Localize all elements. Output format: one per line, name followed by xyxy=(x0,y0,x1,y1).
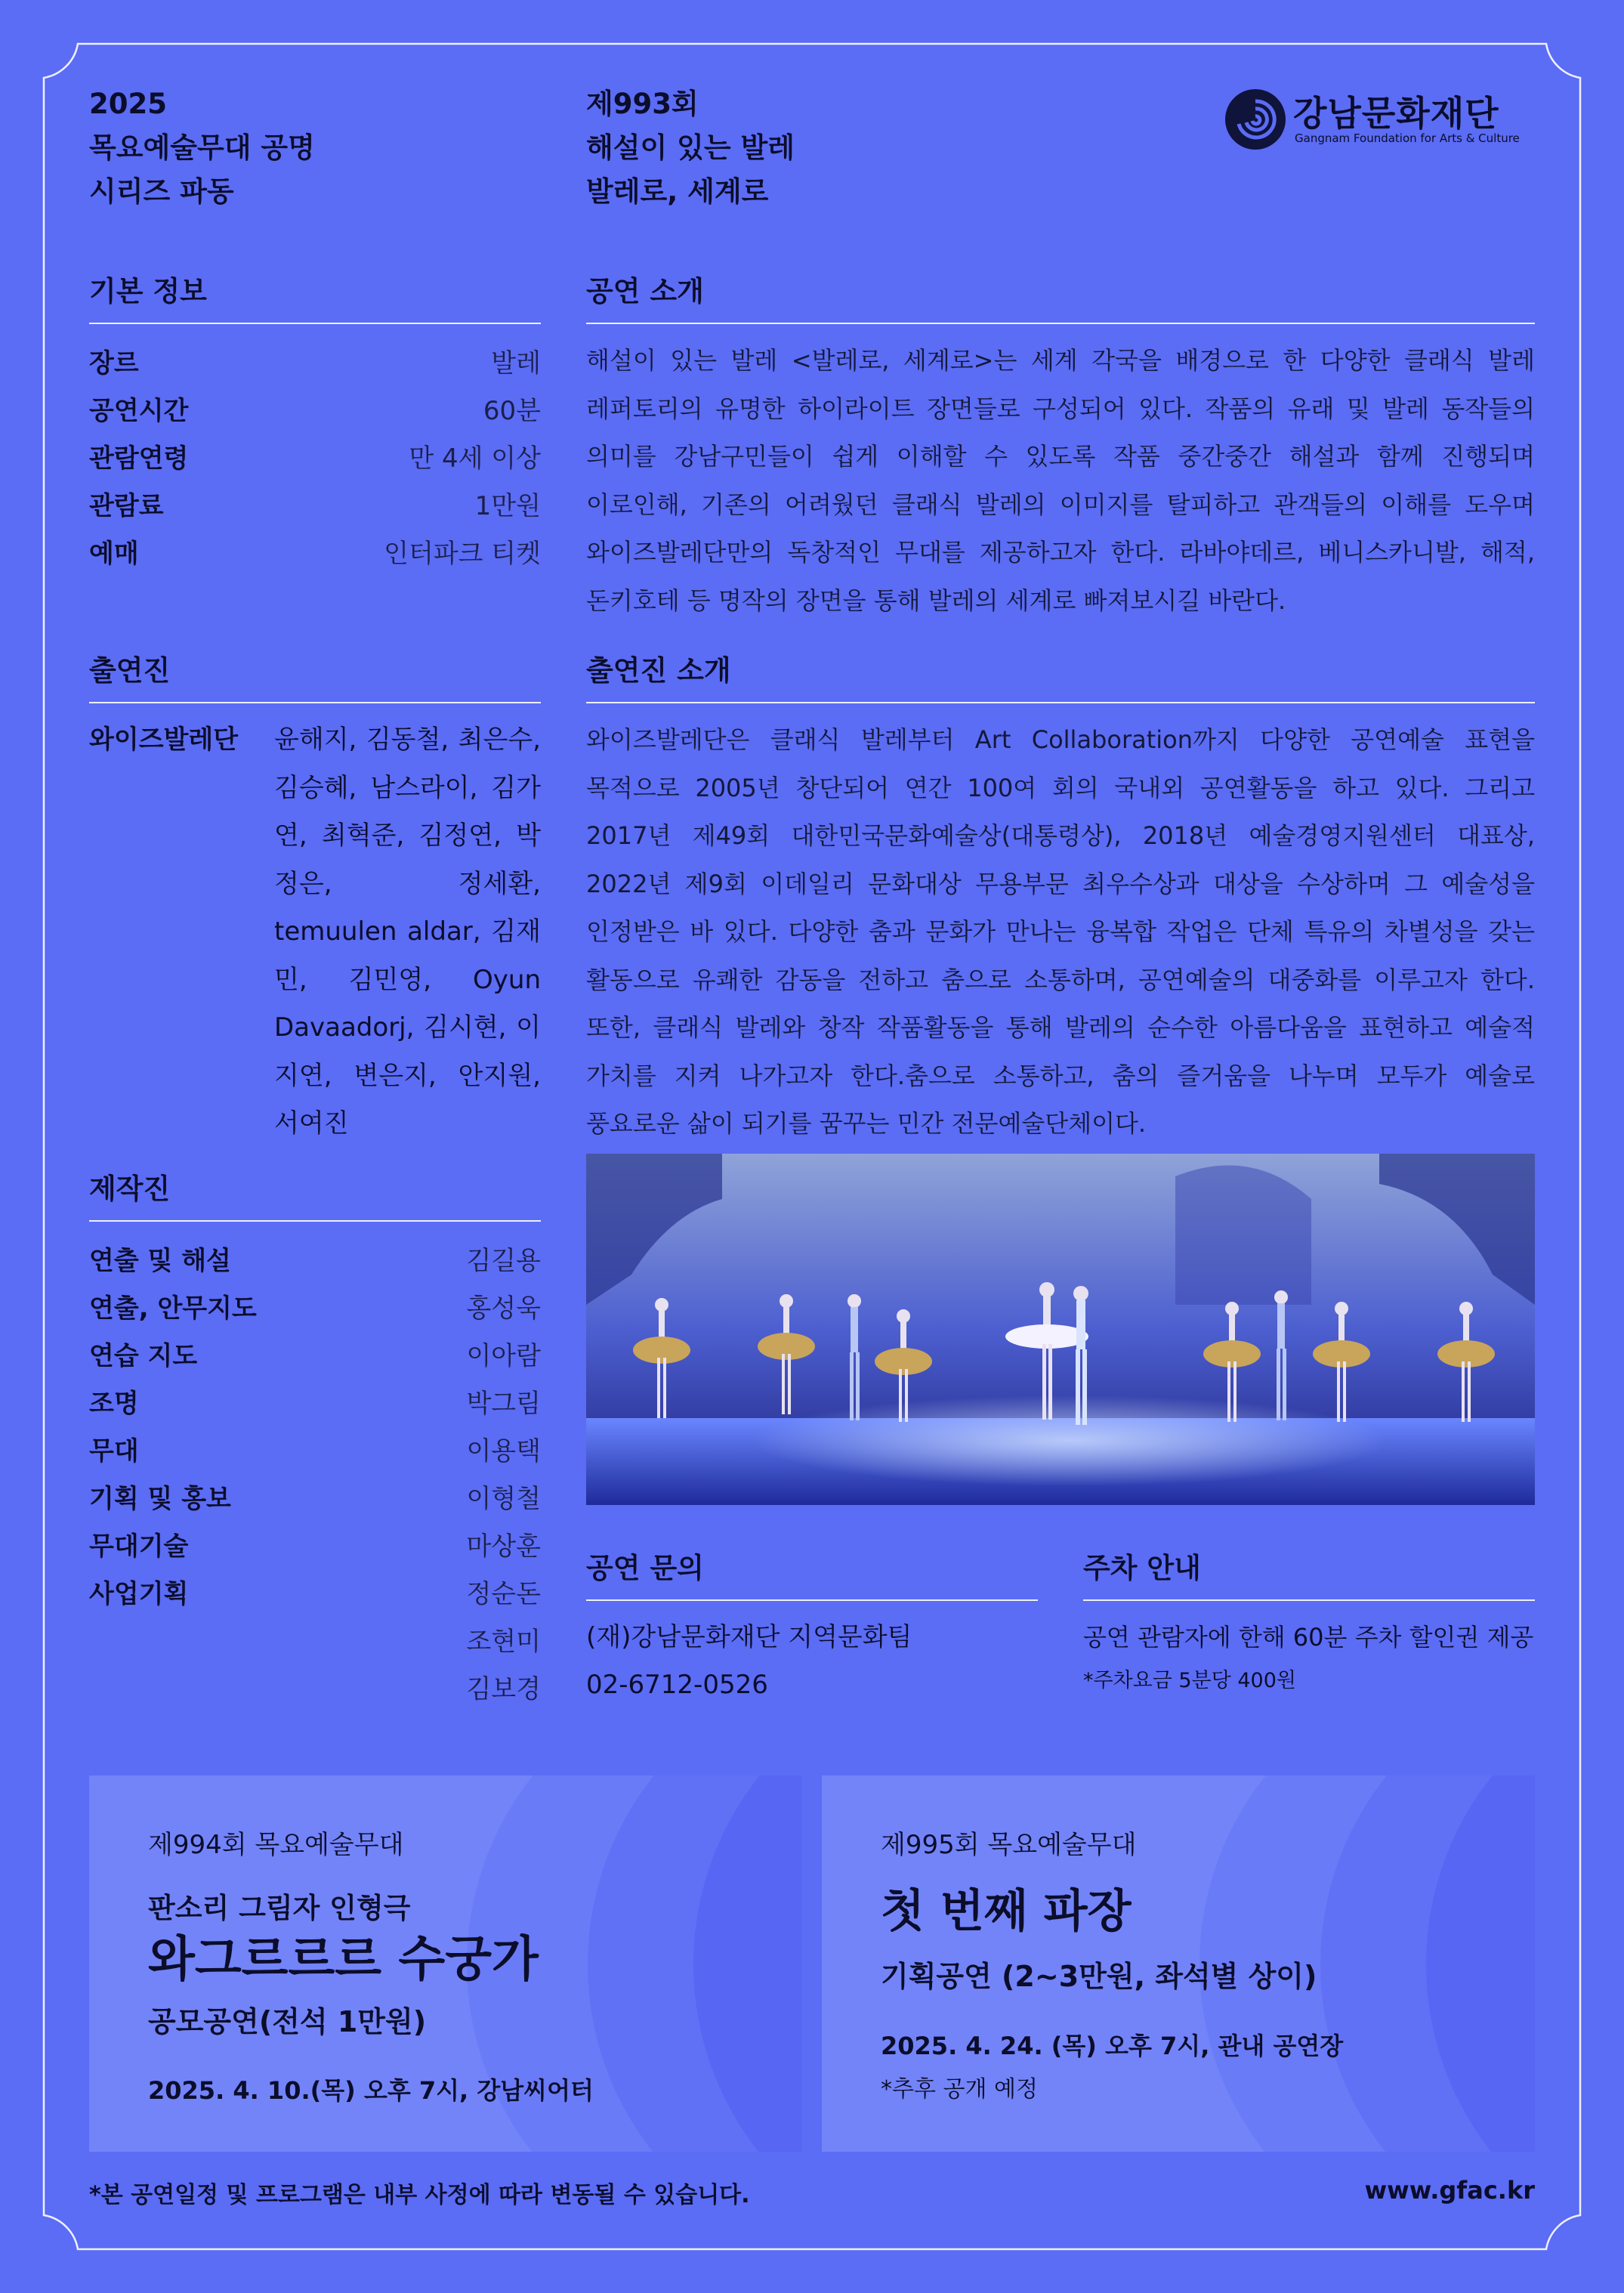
series-header xyxy=(89,82,315,214)
basic-info-list xyxy=(89,337,541,575)
parking-section xyxy=(1083,1545,1535,1701)
cast-title: 출연진 xyxy=(89,647,541,703)
intro-title: 공연 소개 xyxy=(586,268,1535,324)
info-key: 장르 xyxy=(89,348,139,379)
parking-fee-note: *주차요금 5분당 400원 xyxy=(1083,1669,1296,1692)
staff-role: 사업기획 xyxy=(89,1579,189,1609)
inquiry-phone[interactable]: 02-6712-0526 xyxy=(586,1670,768,1700)
series-year: 2025 xyxy=(89,88,167,120)
staff-row xyxy=(89,1235,541,1282)
info-key: 관람연령 xyxy=(89,443,189,474)
logo-emblem-icon xyxy=(1224,88,1287,151)
info-row-runtime xyxy=(89,385,541,432)
info-value: 발레 xyxy=(491,348,541,379)
footer-notice: *본 공연일정 및 프로그램은 내부 사정에 따라 변동될 수 있습니다. xyxy=(89,2182,750,2208)
ballet-stage-photo xyxy=(586,1154,1535,1505)
cast-intro-section xyxy=(586,647,1535,1148)
inquiry-title: 공연 문의 xyxy=(586,1545,1038,1601)
info-value: 1만원 xyxy=(474,491,541,521)
intro-text: 해설이 있는 발레 <발레로, 세계로>는 세계 각국을 배경으로 한 다양한 클래식 발레 레퍼토리의 유명한 하이라이트 장면들로 구성되어 있다. 작품의 유래 및 발레 동작들의 의미를 강남구민들이 쉽게 이해할 수 있도록 작품 중간중간 해설과 함께 진행되며 이로인해, 기존의 어려웠던 클래식 발레의 이미지를 탈피하고 관객들의 이해를 도우며 와이즈발레단만의 독창적인 무대를 제공하고자 한다. 라바야데르, 베니스카니발, 해적, 돈키호테 등 명작의 장면을 통해 발레의 세계로 빠져보시길 바란다. xyxy=(586,346,1535,615)
next-performance-card-995[interactable] xyxy=(822,1775,1535,2152)
info-key: 공연시간 xyxy=(89,396,189,426)
staff-list xyxy=(89,1235,541,1710)
staff-row xyxy=(89,1330,541,1377)
footer-website-link[interactable]: www.gfac.kr xyxy=(1364,2176,1535,2205)
inquiry-section xyxy=(586,1545,1038,1709)
staff-name: 홍성욱 xyxy=(466,1293,541,1324)
parking-info xyxy=(1083,1614,1535,1701)
next-performance-card-994[interactable] xyxy=(89,1775,802,2152)
card-title: 와그르르르 수궁가 xyxy=(148,1932,539,1988)
staff-name: 박그림 xyxy=(466,1389,541,1419)
staff-name: 김보경 xyxy=(466,1674,541,1704)
info-value: 인터파크 티켓 xyxy=(384,539,541,569)
staff-role: 무대기술 xyxy=(89,1531,189,1562)
staff-row xyxy=(89,1473,541,1520)
performance-number: 제993회 xyxy=(586,88,699,120)
staff-row xyxy=(89,1377,541,1425)
card-date: 2025. 4. 10.(목) 오후 7시, 강남씨어터 xyxy=(148,2076,594,2105)
staff-title: 제작진 xyxy=(89,1166,541,1222)
staff-name: 김길용 xyxy=(466,1246,541,1276)
staff-role: 연습 지도 xyxy=(89,1341,198,1371)
info-row-age xyxy=(89,432,541,480)
cast-section xyxy=(89,647,541,1148)
inquiry-info xyxy=(586,1614,1038,1709)
card-subtitle: 판소리 그림자 인형극 xyxy=(148,1892,411,1924)
basic-info-section xyxy=(89,268,541,575)
staff-row xyxy=(89,1663,541,1710)
info-row-ticket xyxy=(89,527,541,575)
info-key: 관람료 xyxy=(89,491,164,521)
staff-role: 연출, 안무지도 xyxy=(89,1293,257,1324)
staff-name: 정순돈 xyxy=(466,1579,541,1609)
foundation-logo xyxy=(1224,85,1535,151)
staff-section xyxy=(89,1166,541,1710)
basic-info-title: 기본 정보 xyxy=(89,268,541,324)
card-type: 기획공연 (2~3만원, 좌석별 상이) xyxy=(881,1960,1317,1993)
parking-title: 주차 안내 xyxy=(1083,1545,1535,1601)
card-label: 제995회 목요예술무대 xyxy=(881,1830,1137,1860)
staff-row xyxy=(89,1568,541,1615)
staff-name: 조현미 xyxy=(466,1627,541,1657)
logo-name-ko: 강남문화재단 xyxy=(1293,93,1499,134)
staff-row xyxy=(89,1615,541,1663)
card-label: 제994회 목요예술무대 xyxy=(148,1830,404,1860)
cast-intro-text: 와이즈발레단은 클래식 발레부터 Art Collaboration까지 다양한 공연예술 표현을 목적으로 2005년 창단되어 연간 100여 회의 국내외 공연활동을 하고 있다. 그리고 2017년 제49회 대한민국문화예술상(대통령상), 2018년 예술경영지원센터 대표상, 2022년 제9회 이데일리 문화대상 무용부문 최우수상과 대상을 수상하며 그 예술성을 인정받은 바 있다. 다양한 춤과 문화가 만나는 융복합 작업은 단체 특유의 차별성을 갖는 활동으로 유쾌한 감동을 전하고 춤으로 소통하며, 공연예술의 대중화를 이루고자 한다. 또한, 클래식 발레와 창작 작품활동을 통해 발레의 순수한 아름다움을 표현하고 예술적 가치를 지켜 나가고자 한다.춤으로 소통하고, 춤의 즐거움을 나누며 모두가 예술로 풍요로운 삶이 되기를 꿈꾸는 민간 전문예술단체이다. xyxy=(586,725,1535,1138)
staff-name: 이용택 xyxy=(466,1436,541,1466)
cast-names: 윤해지, 김동철, 최은수, 김승혜, 남스라이, 김가연, 최혁준, 김정연, 박정은, 정세환, temuulen aldar, 김재민, 김민영, Oyun Davaadorj, 김시현, 이지연, 변은지, 안지원, 서여진 xyxy=(274,725,541,1139)
parking-discount: 공연 관람자에 한해 60분 주차 할인권 제공 xyxy=(1083,1623,1534,1652)
card-date: 2025. 4. 24. (목) 오후 7시, 관내 공연장 xyxy=(881,2032,1344,2060)
intro-section xyxy=(586,268,1535,625)
cast-intro-title: 출연진 소개 xyxy=(586,647,1535,703)
inquiry-organization: (재)강남문화재단 지역문화팀 xyxy=(586,1622,912,1652)
staff-name: 마상훈 xyxy=(466,1531,541,1562)
info-value: 60분 xyxy=(483,396,541,426)
info-row-price xyxy=(89,480,541,527)
staff-role: 조명 xyxy=(89,1389,139,1419)
staff-row xyxy=(89,1282,541,1330)
cast-list xyxy=(89,716,541,1148)
series-subname: 시리즈 파동 xyxy=(89,175,234,208)
info-value: 만 4세 이상 xyxy=(409,443,541,474)
staff-name: 이형철 xyxy=(466,1484,541,1514)
card-note: *추후 공개 예정 xyxy=(881,2076,1038,2103)
cast-group: 와이즈발레단 xyxy=(89,725,239,755)
card-title: 첫 번째 파장 xyxy=(881,1885,1132,1938)
performance-title: 발레로, 세계로 xyxy=(586,175,769,208)
staff-row xyxy=(89,1520,541,1568)
staff-name: 이아람 xyxy=(466,1341,541,1371)
info-row-genre xyxy=(89,337,541,385)
staff-row xyxy=(89,1425,541,1473)
staff-role: 기획 및 홍보 xyxy=(89,1484,231,1514)
card-type: 공모공연(전석 1만원) xyxy=(148,2005,427,2038)
staff-role: 연출 및 해설 xyxy=(89,1246,231,1276)
info-key: 예매 xyxy=(89,539,139,569)
series-name: 목요예술무대 공명 xyxy=(89,131,315,164)
performance-header xyxy=(586,82,795,214)
performance-genre-title: 해설이 있는 발레 xyxy=(586,131,795,164)
staff-role: 무대 xyxy=(89,1436,139,1466)
logo-name-en: Gangnam Foundation for Arts & Culture xyxy=(1295,131,1520,145)
